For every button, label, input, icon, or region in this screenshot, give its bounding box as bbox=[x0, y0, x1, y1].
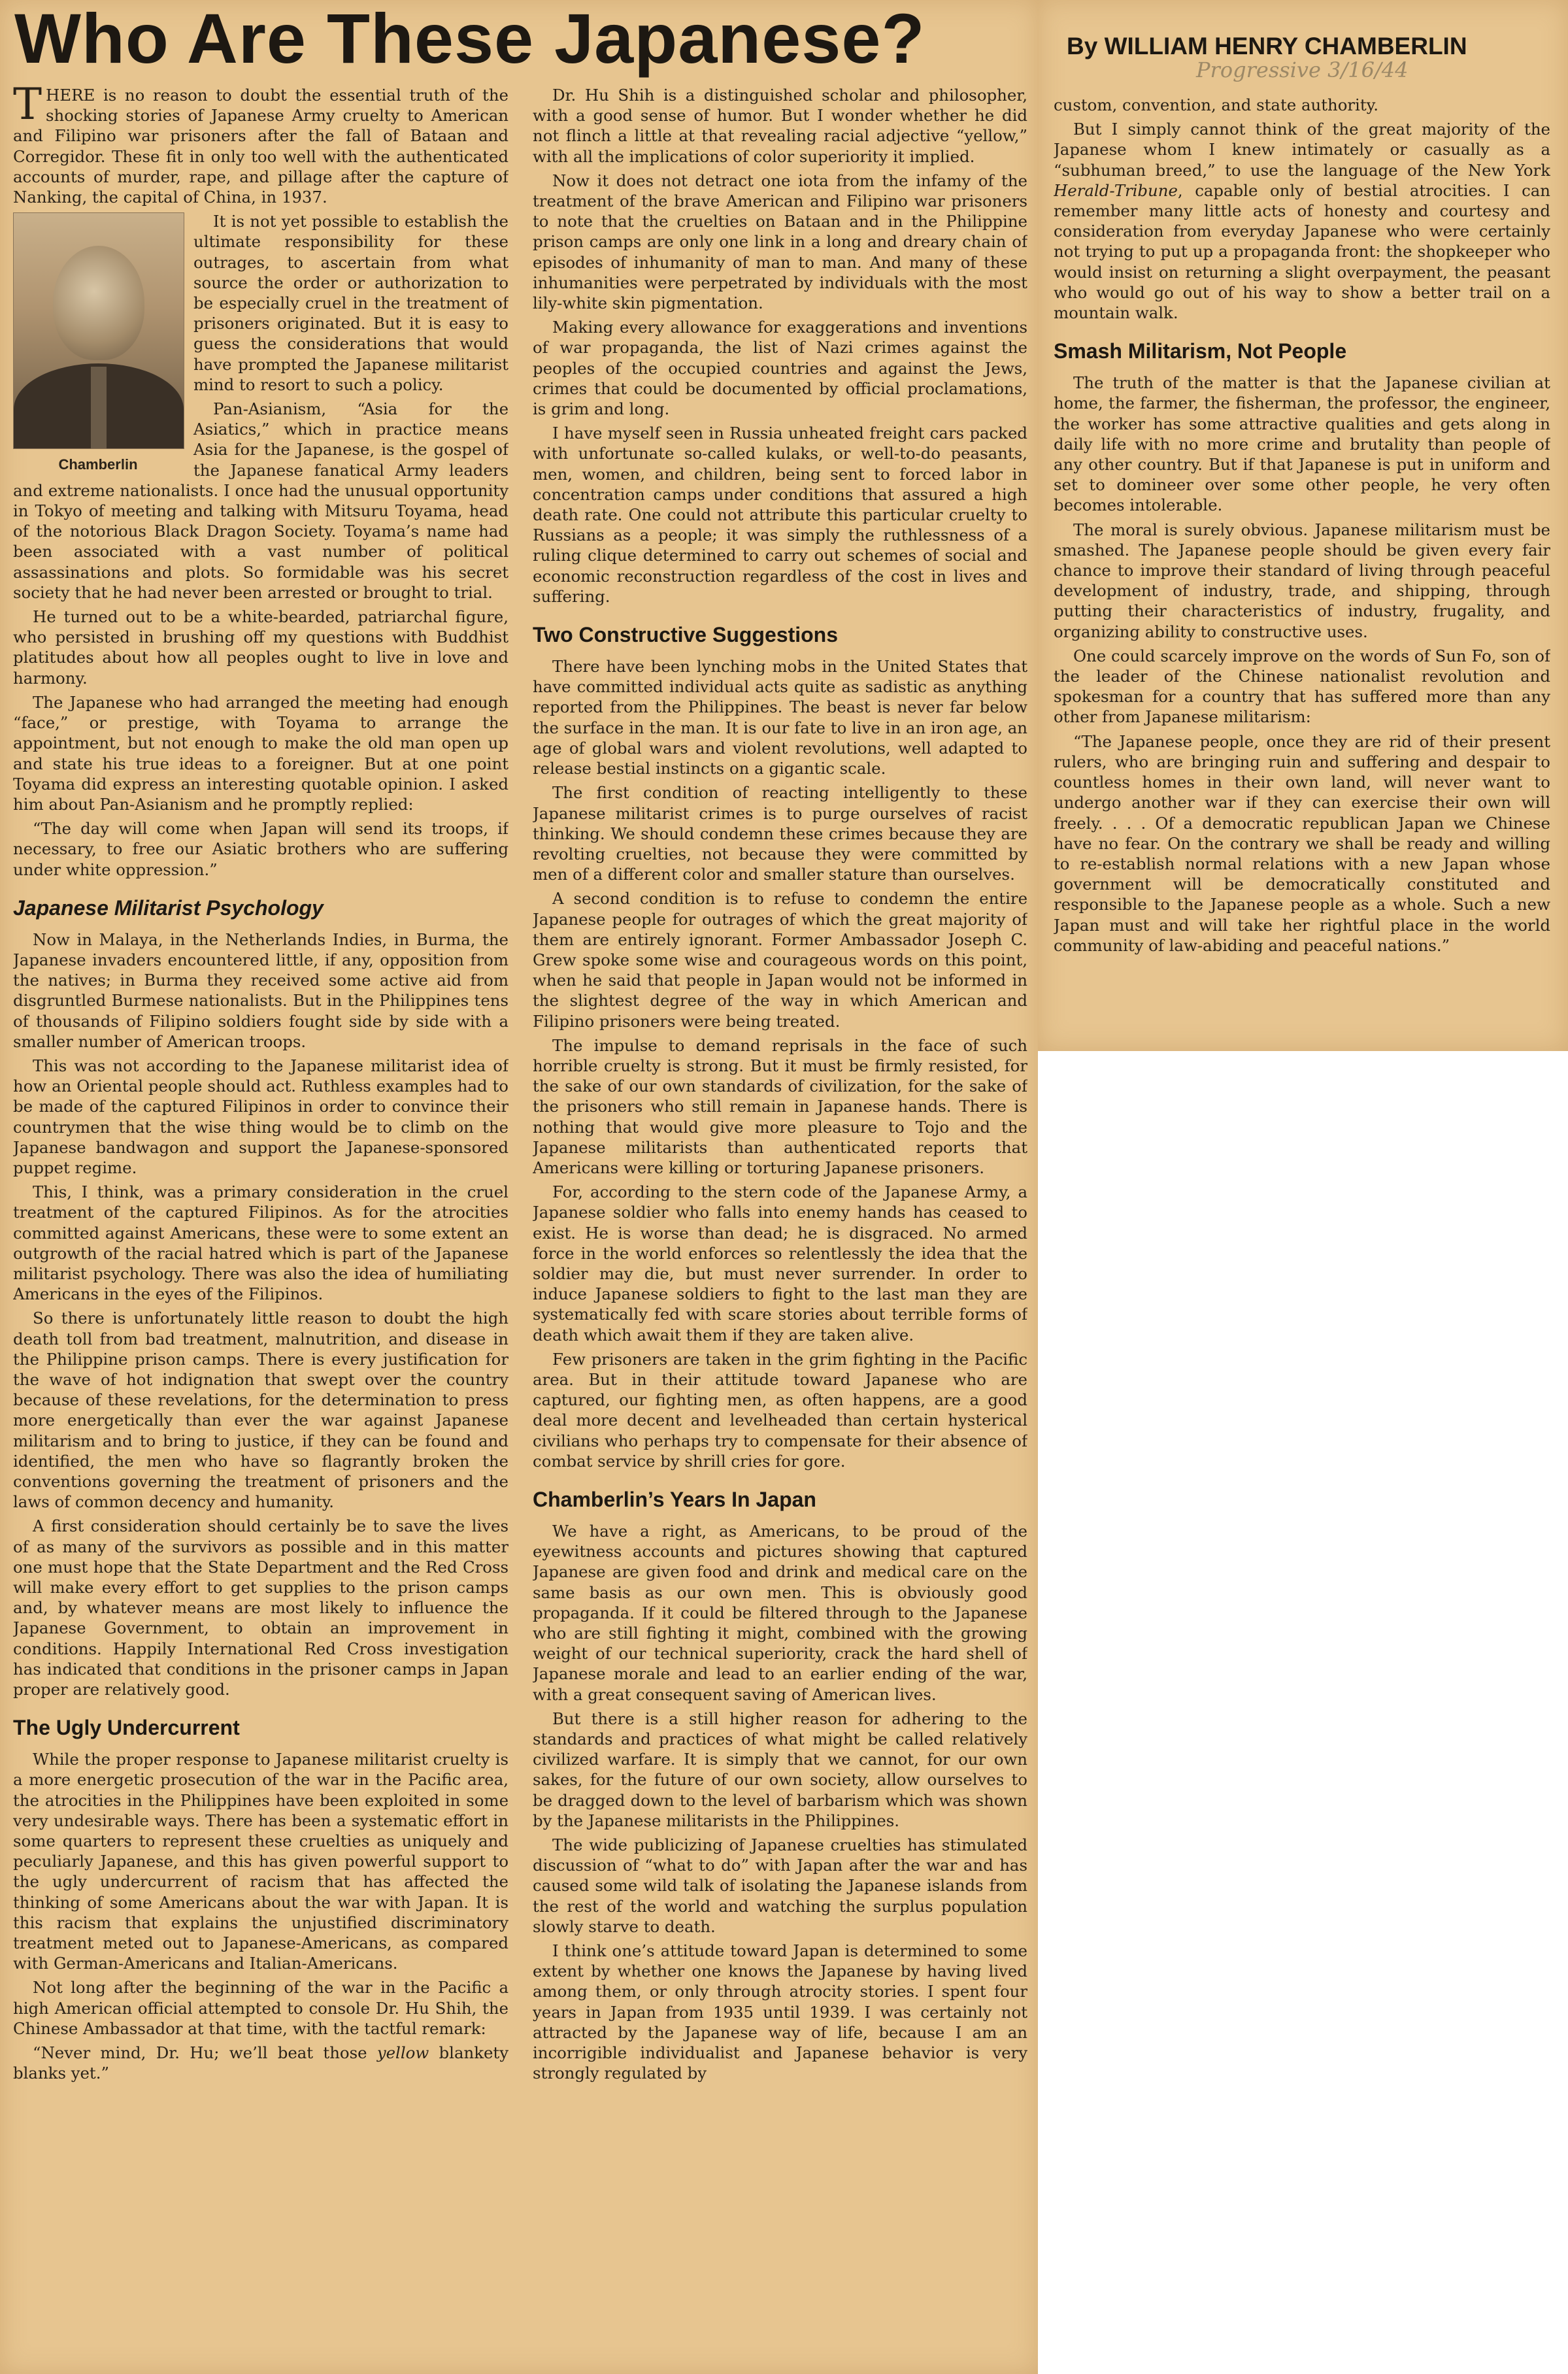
paragraph: A second condition is to refuse to condemn the entire Japanese people for outrages of which the great majority of them are entirely ignorant. Former Ambassador Joseph C. Grew spoke some wise and courageous words on this point, when he said that people in Japan would not be informed in the slightest degree of the way in which American and Filipino prisoners were being treated. bbox=[533, 889, 1027, 1031]
quote: “The Japanese people, once they are rid of their present rulers, who are bringing ruin and suffering and despair to countless homes in their own land, will never want to undergo another war if they can exercise their own will freely. . . . Of a democratic republican Japan we Chinese have no fear. On the contrary we shall be ready and willing to re-establish normal relations with a new Japan whose government will be democratically constituted and responsible to the Japanese people as a whole. Such a new Japan must and will take her rightful place in the world community of law-abiding and peaceful nations.” bbox=[1054, 731, 1550, 955]
column-2 bbox=[533, 85, 1027, 2360]
subheading: Chamberlin’s Years In Japan bbox=[533, 1488, 816, 1511]
paragraph: But I simply cannot think of the great majority of the Japanese whom I knew intimately or casually as a “subhuman breed,” to use the language of the New York Herald-Tribune, capable only of bestial atrocities. I can remember many little acts of honesty and courtesy and consideration from everyday Japanese who were certainly not trying to put up a propaganda front: the shopkeeper who would insist on returning a slight overpayment, the peasant who would go out of his way to show a better trail on a mountain walk. bbox=[1054, 120, 1550, 323]
paragraph: While the proper response to Japanese militarist cruelty is a more energetic prosecution of the war in the Pacific area, the atrocities in the Philippines have been exploited in some very undesirable ways. There has been a systematic effort in some quarters to represent these cruelties as uniquely and peculiarly Japanese, and this has given powerful support to the ugly undercurrent of racism that has affected the thinking of some Americans about the war with Japan. It is this racism that explains the unjustified discriminatory treatment meted out to Japanese-Americans, as compared with German-Americans and Italian-Americans. bbox=[13, 1750, 509, 1973]
paragraph: Dr. Hu Shih is a distinguished scholar and philosopher, with a good sense of humor. But I wonder whether he did not flinch a little at that revealing racial adjective “yellow,” with all the implications of color superiority it implied. bbox=[533, 86, 1027, 166]
author-photo-box bbox=[13, 212, 183, 475]
headline: Who Are These Japanese? bbox=[14, 0, 926, 78]
paragraph: The impulse to demand reprisals in the face of such horrible cruelty is strong. But it must be firmly resisted, for the sake of our own standards of civilization, for the sake of the prisoners who still remain in Japanese hands. There is nothing that would give more pleasure to Tojo and the Japanese militarists than authenticated reports that Americans were killing or torturing Japanese prisoners. bbox=[533, 1035, 1027, 1177]
subheading: Smash Militarism, Not People bbox=[1054, 339, 1347, 363]
paragraph: There have been lynching mobs in the United States that have committed individual acts quite as sadistic as anything reported from the Philippines. The beast is never far below the surface in the man. It is our fate to live in an iron age, an age of global wars and violent revolutions, well adapted to release bestial instincts on a gigantic scale. bbox=[533, 657, 1027, 778]
paragraph: One could scarcely improve on the words of Sun Fo, son of the leader of the Chinese nationalist revolution and spokesman for a country that has suffered more than any other from Japanese militarism: bbox=[1054, 646, 1550, 727]
paragraph: But there is a still higher reason for adhering to the standards and practices of what might be called relatively civilized warfare. It is simply that we cannot, for our own sakes, for the future of our own society, allow ourselves to be dragged down to the level of barbarism which was shown by the Japanese militarists in the Philippines. bbox=[533, 1709, 1027, 1830]
paragraph: He turned out to be a white-bearded, patriarchal figure, who persisted in brushing off my questions with Buddhist platitudes about how all peoples ought to live in love and harmony. bbox=[13, 607, 509, 688]
quote: “The day will come when Japan will send its troops, if necessary, to free our Asiatic brothers who are suffering under white oppression.” bbox=[13, 819, 509, 879]
paragraph: The moral is surely obvious. Japanese militarism must be smashed. The Japanese people should be given every fair chance to improve their standard of living through peaceful development of industry, trade, and shipping, through putting their characteristics of industry, frugality, and organizing ability to constructive uses. bbox=[1054, 520, 1550, 641]
paragraph: The wide publicizing of Japanese cruelties has stimulated discussion of “what to do” with Japan after the war and has caused some wild talk of isolating the Japanese islands from the rest of the world and watching the surplus population slowly starve to death. bbox=[533, 1835, 1027, 1936]
subheading: Japanese Militarist Psychology bbox=[13, 895, 324, 920]
paragraph: THERE is no reason to doubt the essential truth of the shocking stories of Japanese Army cruelty to American and Filipino war prisoners after the fall of Bataan and Corregidor. These fit in only too well with the authenticated accounts of murder, rape, and pillage after the capture of Nanking, the capital of China, in 1937. bbox=[13, 85, 509, 207]
paragraph: The first condition of reacting intelligently to these Japanese militarist crimes is to purge ourselves of racist thinking. We should condemn these crimes because they are revolting cruelties, not because they were committed by men of a different color and smaller stature than ourselves. bbox=[533, 783, 1027, 884]
photo-caption: Chamberlin bbox=[58, 456, 138, 473]
column-1 bbox=[13, 85, 509, 2360]
paragraph: Pan-Asianism, “Asia for the Asiatics,” which in practice means Asia for the Japanese, is the gospel of the Japanese fanatical Army leaders and extreme nationalists. I once had the unusual opportunity in Tokyo of meeting and talking with Mitsuru Toyama, head of the notorious Black Dragon Society. Toyama’s name had been associated with a vast number of political assassinations and plots. So formidable was his secret society that he had never been arrested or brought to trial. bbox=[13, 399, 509, 602]
paragraph: Now it does not detract one iota from the infamy of the treatment of the brave American and Filipino war prisoners to note that the cruelties on Bataan and in the Philippine prison camps are only one link in a long and dreary chain of episodes of inhumanity of man to man. And many of these inhumanities were perpetrated by individuals with the most lily-white skin pigmentation. bbox=[533, 171, 1027, 313]
subheading: The Ugly Undercurrent bbox=[13, 1716, 240, 1740]
paragraph: The truth of the matter is that the Japanese civilian at home, the farmer, the fisherman, the professor, the engineer, the worker has some attractive qualities and gets along in daily life with no more crime and brutality than people of any other country. But if that Japanese is put in uniform and set to domineer over some other people, he very often becomes intolerable. bbox=[1054, 373, 1550, 515]
paragraph: For, according to the stern code of the Japanese Army, a Japanese soldier who falls into enemy hands has ceased to exist. He is worse than dead; he is disgraced. No armed force in the world enforces so relentlessly the idea that the soldier may die, but must never surrender. In order to induce Japanese soldiers to fight to the last man they are systematically fed with scare stories about terrible forms of death which await them if they are taken alive. bbox=[533, 1182, 1027, 1345]
paragraph: custom, convention, and state authority. bbox=[1054, 95, 1378, 114]
paragraph: A first consideration should certainly be to save the lives of as many of the survivors as possible and in this matter one must hope that the State Department and the Red Cross will make every effort to get supplies to the prison camps and, by whatever means are most likely to influence the Japanese Government, to obtain an improvement in conditions. Happily International Red Cross investigation has indicated that conditions in the prisoner camps in Japan proper are relatively good. bbox=[13, 1516, 509, 1699]
quote: “Never mind, Dr. Hu; we’ll beat those yellow blankety blanks yet.” bbox=[13, 2043, 509, 2083]
paragraph: I have myself seen in Russia unheated freight cars packed with unfortunate so-called kulaks, or well-to-do peasants, men, women, and children, being sent to forced labor in concentration camps under conditions that assured a high death rate. One could not attribute this particular cruelty to Russians as a people; it was simply the ruthlessness of a ruling clique determined to carry out schemes of social and economic reconstruction regardless of the cost in lives and suffering. bbox=[533, 424, 1027, 606]
column-3 bbox=[1054, 95, 1550, 1043]
paragraph: So there is unfortunately little reason to doubt the high death toll from bad treatment, malnutrition, and disease in the Philippine prison camps. There is every justification for the wave of hot indignation that swept over the country because of these revelations, for the determination to press more energetically than ever the war against Japanese militarism and to bring to justice, if they can be found and identified, the men who have so flagrantly broken the conventions governing the treatment of prisoners and the laws of common decency and humanity. bbox=[13, 1309, 509, 1512]
paragraph: We have a right, as Americans, to be proud of the eyewitness accounts and pictures showing that captured Japanese are given food and drink and medical care on the same basis as our own men. This is obviously good propaganda. If it could be filtered through to the Japanese who are still fighting it might, combined with the growing weight of our technical superiority, crack the hard shell of Japanese morale and lead to an earlier ending of the war, with a great consequent saving of American lives. bbox=[533, 1522, 1027, 1704]
byline: By WILLIAM HENRY CHAMBERLIN bbox=[1067, 33, 1467, 59]
paragraph: Not long after the beginning of the war in the Pacific a high American official attempted to console Dr. Hu Shih, the Chinese Ambassador at that time, with the tactful remark: bbox=[13, 1978, 509, 2038]
paragraph: Few prisoners are taken in the grim fighting in the Pacific area. But in their attitude toward Japanese who are captured, our fighting men, as often happens, are a good deal more decent and levelheaded than certain hysterical civilians who perhaps try to compensate for their absence of combat service by shrill cries for gore. bbox=[533, 1349, 1027, 1471]
paragraph: The Japanese who had arranged the meeting had enough “face,” or prestige, with Toyama to arrange the appointment, but not enough to make the old man open up and state his true ideas to a foreigner. But at one point Toyama did express an interesting quotable opinion. I asked him about Pan-Asianism and he promptly replied: bbox=[13, 692, 509, 814]
paragraph: This was not according to the Japanese militarist idea of how an Oriental people should act. Ruthless examples had to be made of the captured Filipinos in order to convince their countrymen that the wise thing would be to climb on the Japanese bandwagon and support the Japanese-sponsored puppet regime. bbox=[13, 1056, 509, 1177]
paragraph: This, I think, was a primary consideration in the cruel treatment of the captured Filipinos. As for the atrocities committed against Americans, these were to some extent an outgrowth of the racial hatred which is part of the Japanese militarist psychology. There was also the idea of humiliating Americans in the eyes of the Filipinos. bbox=[13, 1182, 509, 1304]
handwritten-note: Progressive 3/16/44 bbox=[1196, 58, 1409, 82]
paragraph: I think one’s attitude toward Japan is determined to some extent by whether one knows the Japanese by having lived among them, or only through atrocity stories. I spent four years in Japan from 1935 until 1939. I was certainly not attracted by the Japanese way of life, because I am an incorrigible individualist and Japanese behavior is very strongly regulated by bbox=[533, 1941, 1027, 2083]
subheading: Two Constructive Suggestions bbox=[533, 623, 838, 647]
paragraph: Now in Malaya, in the Netherlands Indies, in Burma, the Japanese invaders encountered little, if any, opposition from the natives; in Burma they received some active aid from disgruntled Burmese nationalists. But in the Philippines tens of thousands of Filipino soldiers fought side by side with a smaller number of American troops. bbox=[13, 929, 509, 1051]
paragraph: Making every allowance for exaggerations and inventions of war propaganda, the list of Nazi crimes against the peoples of the occupied countries and against the Jews, crimes that could be documented by official proclamations, is grim and long. bbox=[533, 318, 1027, 419]
drop-cap: T bbox=[13, 85, 42, 129]
author-photo bbox=[13, 212, 184, 449]
paragraph: It is not yet possible to establish the ultimate responsibility for these outrages, to ascertain from what source the order or authorization to be especially cruel in the treatment of prisoners originated. But it is easy to guess the considerations that would have prompted the Japanese militarist mind to resort to such a policy. bbox=[193, 212, 509, 394]
